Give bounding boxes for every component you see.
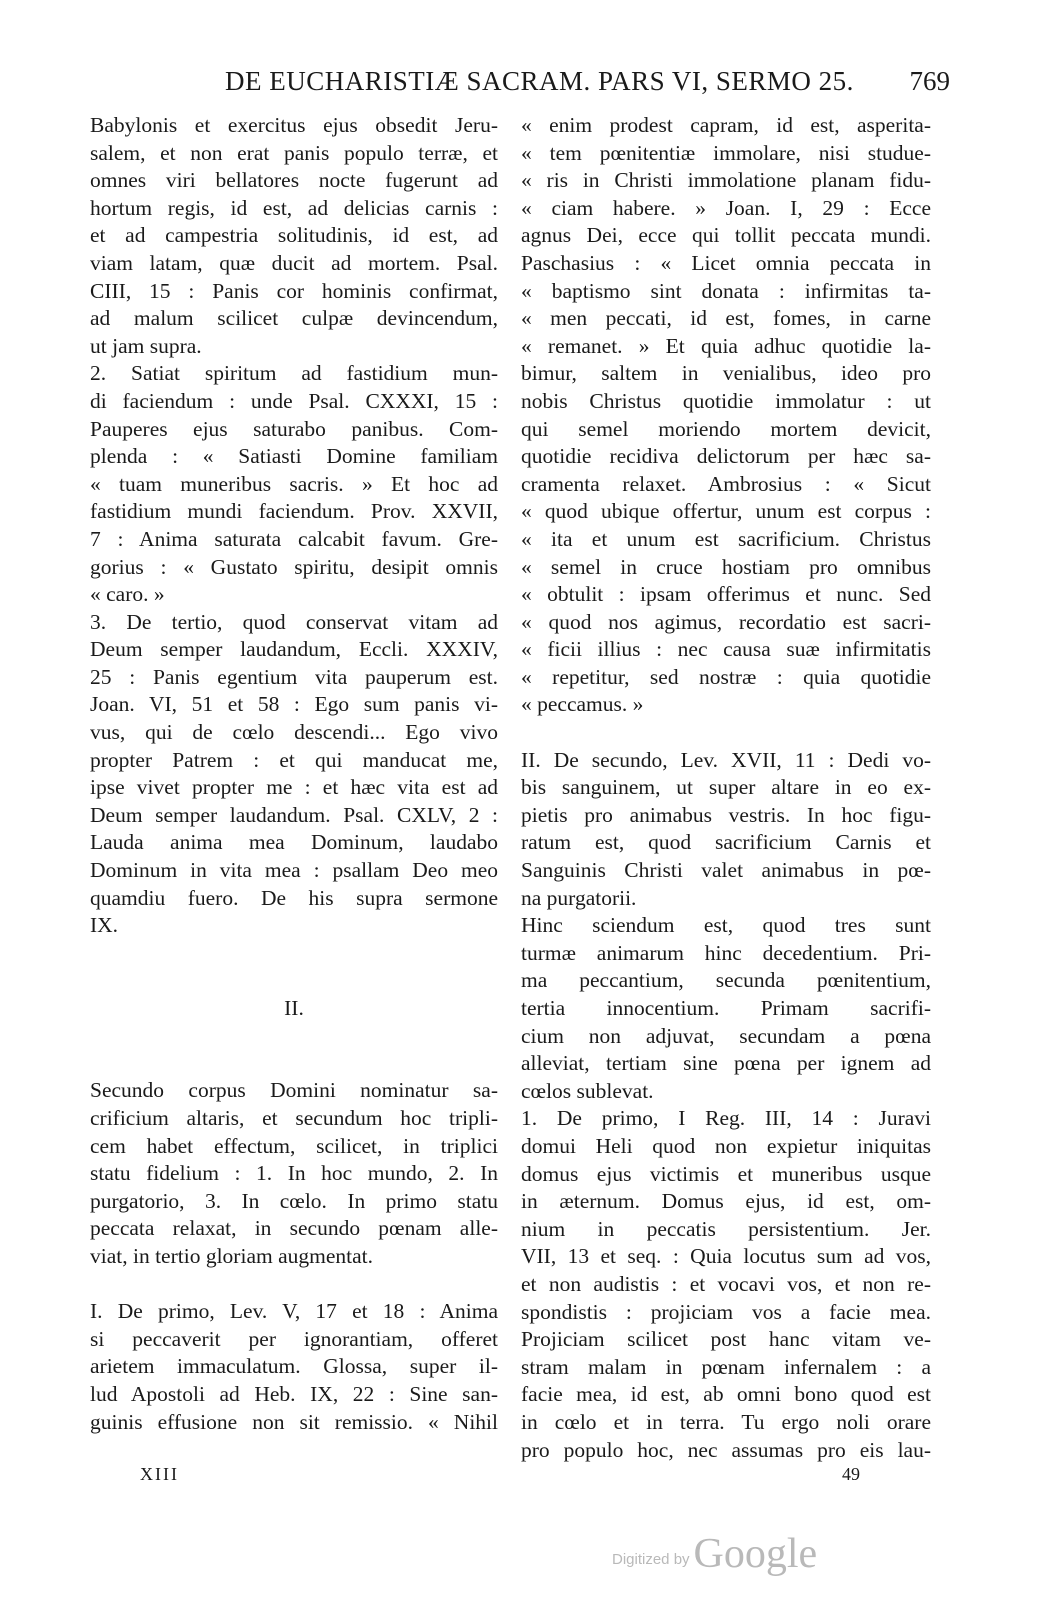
text-line: omnes viri bellatores nocte fugerunt ad [90,168,498,193]
text-line: purgatorio, 3. In cœlo. In primo statu [90,1188,498,1213]
text-line: peccata relaxat, in secundo pœnam alle- [90,1216,498,1241]
text-line: « quod ubique offertur, unum est corpus : [521,499,931,524]
text-line: « enim prodest capram, id est, asperita- [521,113,931,137]
text-line: ratum est, quod sacrificium Carnis et [521,830,931,855]
text-line: 7 : Anima saturata calcabit favum. Gre- [90,526,498,551]
right-column [521,112,931,1464]
text-line: pro populo hoc, nec assumas pro eis lau- [521,1437,931,1462]
text-line: arietem immaculatum. Glossa, super il- [90,1354,498,1379]
text-line: « obtulit : ipsam offerimus et nunc. Sed [521,582,931,607]
section-heading: II. [284,995,304,1020]
text-line: « repetitur, sed nostræ : quia quotidie [521,664,931,689]
text-line: I. De primo, Lev. V, 17 et 18 : Anima [90,1299,498,1324]
text-line: Paschasius : « Licet omnia peccata in [521,250,931,275]
text-line: 3. De tertio, quod conservat vitam ad [90,609,498,634]
text-line: Lauda anima mea Dominum, laudabo [90,830,498,855]
text-line: Projiciam scilicet post hanc vitam ve- [521,1327,931,1352]
text-line: tertia innocentium. Primam sacrifi- [521,996,931,1020]
text-line: « ficii illius : nec causa suæ infirmitatis [521,637,931,662]
text-line: « men peccati, id est, fomes, in carne [521,306,931,331]
text-line: nium in peccatis persistentium. Jer. [521,1216,931,1241]
text-line: na purgatorii. [521,885,637,910]
text-line: cium non adjuvat, secundam a pœna [521,1023,931,1048]
text-line: nobis Christus quotidie immolatur : ut [521,388,931,413]
text-line: propter Patrem : et qui manducat me, [90,747,498,772]
text-line: « tem pœnitentiæ immolare, nisi studue- [521,140,931,165]
text-line: salem, et non erat panis populo terræ, et [90,140,498,165]
text-line: lud Apostoli ad Heb. IX, 22 : Sine san- [90,1381,498,1406]
text-line: CIII, 15 : Panis cor hominis confirmat, [90,278,498,303]
text-line: bimur, saltem in venialibus, ideo pro [521,361,931,386]
gathering-number: 49 [842,1464,860,1484]
text-line: Joan. VI, 51 et 58 : Ego sum panis vi- [90,692,498,717]
text-line: « ita et unum est sacrificium. Christus [521,526,931,551]
text-line: fastidium mundi faciendum. Prov. XXVII, [90,499,498,524]
text-line: ipse vivet propter me : et hæc vita est ad [90,775,498,800]
text-line: « baptismo sint donata : infirmitas ta- [521,278,931,303]
text-line: stram malam in pœnam infernalem : a [521,1354,931,1379]
text-line: statu fidelium : 1. In hoc mundo, 2. In [90,1161,498,1186]
text-line: viam latam, quæ ducit ad mortem. Psal. [90,250,498,275]
text-line: Sanguinis Christi valet animabus in pœ- [521,858,931,883]
text-line: Dominum in vita mea : psallam Deo meo [90,858,498,883]
text-line: VII, 13 et seq. : Quia locutus sum ad vos, [521,1244,931,1269]
text-line: 1. De primo, I Reg. III, 14 : Juravi [521,1106,931,1131]
text-line: plenda : « Satiasti Domine familiam [90,444,498,469]
text-line: Hinc sciendum est, quod tres sunt [521,913,931,938]
text-line: cœlos sublevat. [521,1078,654,1103]
text-line: facie mea, id est, ab omni bono quod est [521,1382,931,1407]
text-line: « tuam muneribus sacris. » Et hoc ad [90,471,498,496]
text-line: vus, qui de cœlo descendi... Ego vivo [90,720,498,745]
text-line: « ciam habere. » Joan. I, 29 : Ecce [521,195,931,220]
text-line: gorius : « Gustato spiritu, desipit omnis [90,554,498,579]
text-line: hortum regis, id est, ad delicias carnis : [90,195,498,220]
text-line: « quod nos agimus, recordatio est sacri- [521,609,931,634]
text-line: guinis effusione non sit remissio. « Nihil [90,1409,498,1434]
text-line: bis sanguinem, ut super altare in eo ex- [521,775,931,800]
text-line: Pauperes ejus saturabo panibus. Com- [90,416,498,441]
text-line: qui semel moriendo mortem devicit, [521,416,931,441]
text-line: et ad campestria solitudinis, id est, ad [90,223,498,248]
text-line: 2. Satiat spiritum ad fastidium mun- [90,361,498,386]
text-line: II. De secundo, Lev. XVII, 11 : Dedi vo- [521,747,931,772]
text-line: viat, in tertio gloriam augmentat. [90,1243,374,1268]
text-line: cramenta relaxet. Ambrosius : « Sicut [521,471,931,496]
text-line: quotidie recidiva delictorum per hæc sa- [521,444,931,469]
text-line: ad malum scilicet culpæ devincendum, [90,306,498,331]
text-line: in cœlo et in terra. Tu ergo noli orare [521,1409,931,1434]
text-line: Secundo corpus Domini nominatur sa- [90,1078,498,1103]
text-line: spondistis : projiciam vos a facie mea. [521,1299,931,1324]
text-line: alleviat, tertiam sine pœna per ignem ad [521,1051,931,1076]
text-line: « remanet. » Et quia adhuc quotidie la- [521,333,931,358]
text-line: pietis pro animabus vestris. In hoc figu- [521,802,931,827]
page-number: 769 [909,66,950,96]
text-line: si peccaverit per ignorantiam, offeret [90,1326,498,1351]
text-line: et non audistis : et vocavi vos, et non re- [521,1271,931,1296]
text-line: agnus Dei, ecce qui tollit peccata mundi. [521,223,931,248]
text-line: in æternum. Domus ejus, id est, om- [521,1189,931,1214]
text-line: Deum semper laudandum, Eccli. XXXIV, [90,637,498,662]
watermark-caption: Digitized by [612,1551,690,1568]
running-header [90,66,950,100]
text-line: quamdiu fuero. De his supra sermone [90,885,498,910]
text-line: cem habet effectum, scilicet, in triplici [90,1133,498,1158]
text-line: « ris in Christi immolatione planam fidu- [521,168,931,193]
text-line: « peccamus. » [521,692,644,717]
header-title: DE EUCHARISTIÆ SACRAM. PARS VI, SERMO 25. [225,66,854,96]
text-line: Deum semper laudandum. Psal. CXLV, 2 : [90,802,498,827]
text-line: ma peccantium, secunda pœnitentium, [521,968,931,993]
text-line: IX. [90,913,119,938]
text-line: 25 : Panis egentium vita pauperum est. [90,664,498,689]
text-line: ut jam supra. [90,333,202,358]
text-line: turmæ animarum hinc decedentium. Pri- [521,940,931,965]
google-logo: Google [693,1531,818,1577]
left-column [90,112,498,1436]
text-line: Babylonis et exercitus ejus obsedit Jeru- [90,113,498,137]
digitized-watermark [612,1526,817,1576]
text-line: « semel in cruce hostiam pro omnibus [521,554,931,579]
text-line: « caro. » [90,582,165,607]
signature-mark: XIII [140,1464,179,1484]
text-line: domus ejus victimis et muneribus usque [521,1161,931,1186]
text-line: di faciendum : unde Psal. CXXXI, 15 : [90,388,498,413]
text-line: domui Heli quod non expietur iniquitas [521,1133,931,1158]
text-line: crificium altaris, et secundum hoc tripli- [90,1106,498,1130]
